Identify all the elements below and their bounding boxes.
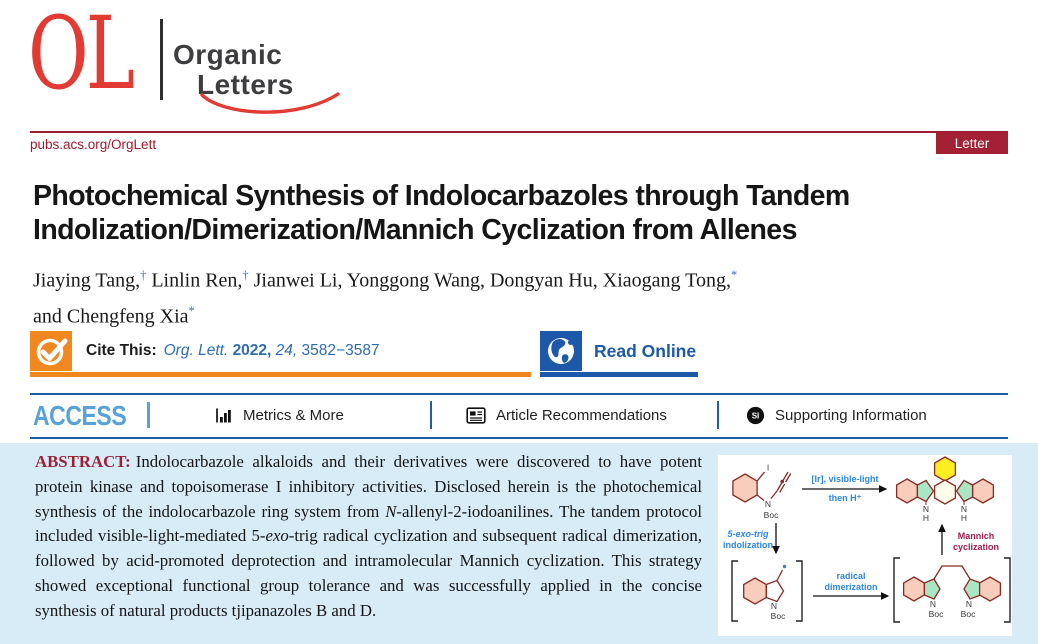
metrics-and-more-link[interactable]: [214, 400, 344, 430]
abstract-body: Indolocarbazole alkaloids and their derivatives were discovered to have potent protein kinase and topoisomerase I inhibitory activities. Disclosed herein is the photochemical synthesis of the indolocarbazole ring system from N-allenyl-2-iodoanilines. The tandem protocol included visible-light-mediated 5-exo-trig radical cyclization and subsequent radical dimerization, followed by acid-promoted deprotection and intramolecular Mannich cyclization. This strategy showed exceptional functional group tolerance and was successfully applied in the concise synthesis of natural products tjipanazoles B and D.: [35, 452, 702, 620]
dimer-boc-right: Boc: [960, 609, 976, 619]
article-title-line2: Indolization/Dimerization/Mannich Cyclization from Allenes: [33, 214, 797, 246]
indole-n-label: N: [770, 601, 778, 611]
masthead-rule: [30, 131, 1008, 133]
indolization-step-line1: 5-exo-trig: [727, 529, 769, 539]
journal-url-link[interactable]: pubs.acs.org/OrgLett: [30, 137, 157, 152]
product-nh-right-h: H: [960, 513, 968, 523]
citation-line[interactable]: [86, 331, 380, 371]
iodine-label: I: [766, 462, 770, 473]
access-rule-bottom: [30, 437, 1008, 439]
indolocarbazole-product-structure: [897, 457, 994, 505]
supporting-information-link[interactable]: [746, 400, 927, 430]
mannich-step-line2: cyclization: [952, 542, 1000, 552]
dimer-n-left: N: [929, 599, 937, 609]
reaction-conditions-line1: [Ir], visible-light: [811, 474, 879, 484]
svg-text:SI: SI: [751, 411, 760, 421]
mannich-step-line1: Mannich: [957, 531, 995, 541]
reaction-conditions-line2: then H⁺: [828, 493, 862, 503]
article-type-badge: Letter: [936, 132, 1008, 154]
radical-dot: [783, 565, 786, 568]
journal-name-line1: Organic: [173, 39, 283, 70]
journal-name: [173, 40, 294, 100]
journal-name-line2: Letters: [197, 69, 294, 100]
indole-boc-label: Boc: [770, 611, 786, 621]
indolization-step-line2: indolization: [723, 540, 773, 550]
dimerization-step-line1: radical: [836, 571, 866, 581]
product-nh-left-n: N: [922, 504, 930, 514]
dimer-n-right: N: [965, 599, 973, 609]
article-recommendations-link[interactable]: [466, 400, 667, 430]
product-nh-right-n: N: [960, 504, 968, 514]
access-link[interactable]: ACCESS: [33, 400, 127, 431]
journal-logo-monogram: OL: [28, 0, 132, 112]
access-rule-top: [30, 393, 1008, 395]
supporting-info-label: Supporting Information: [775, 406, 927, 424]
author-line1: Jiaying Tang,† Linlin Ren,† Jianwei Li, Yonggong Wang, Dongyan Hu, Xiaogang Tong,*: [33, 268, 738, 292]
product-nh-left-h: H: [922, 513, 930, 523]
author-list: [33, 260, 737, 331]
article-icon: [466, 407, 486, 424]
abstract-text: [35, 450, 702, 624]
cite-this-label: Cite This:: [86, 342, 157, 359]
logo-divider: [160, 19, 163, 100]
graphical-abstract: [718, 455, 1012, 636]
recommendations-label: Article Recommendations: [496, 406, 667, 424]
article-title: [33, 179, 850, 247]
article-title-line1: Photochemical Synthesis of Indolocarbazoles through Tandem: [33, 180, 850, 212]
bar-chart-icon: [214, 406, 233, 425]
starting-material-structure: [733, 472, 791, 502]
abstract-heading: ABSTRACT:: [35, 452, 131, 471]
access-divider-2: [430, 401, 432, 429]
read-online-underline: [540, 372, 698, 377]
metrics-label: Metrics & More: [243, 406, 344, 424]
indole-radical-intermediate: [732, 561, 802, 621]
cite-check-icon: [30, 331, 72, 371]
boc-label: Boc: [763, 510, 779, 520]
access-divider-3: [717, 401, 719, 429]
dimerization-step-line2: dimerization: [824, 582, 878, 592]
nitrogen-label: N: [764, 499, 772, 509]
globe-icon[interactable]: [540, 331, 582, 371]
logo-swoosh-icon: [196, 92, 344, 120]
author-line2: and Chengfeng Xia*: [33, 303, 195, 328]
read-online-button[interactable]: Read Online: [594, 340, 697, 361]
access-divider-1: [147, 402, 150, 428]
citation-reference: Org. Lett. 2022, 24, 3582−3587: [163, 342, 380, 359]
cite-underline: [30, 372, 531, 377]
si-icon: [746, 406, 765, 425]
dimer-boc-left: Boc: [928, 609, 944, 619]
dimer-intermediate: [894, 558, 1010, 622]
